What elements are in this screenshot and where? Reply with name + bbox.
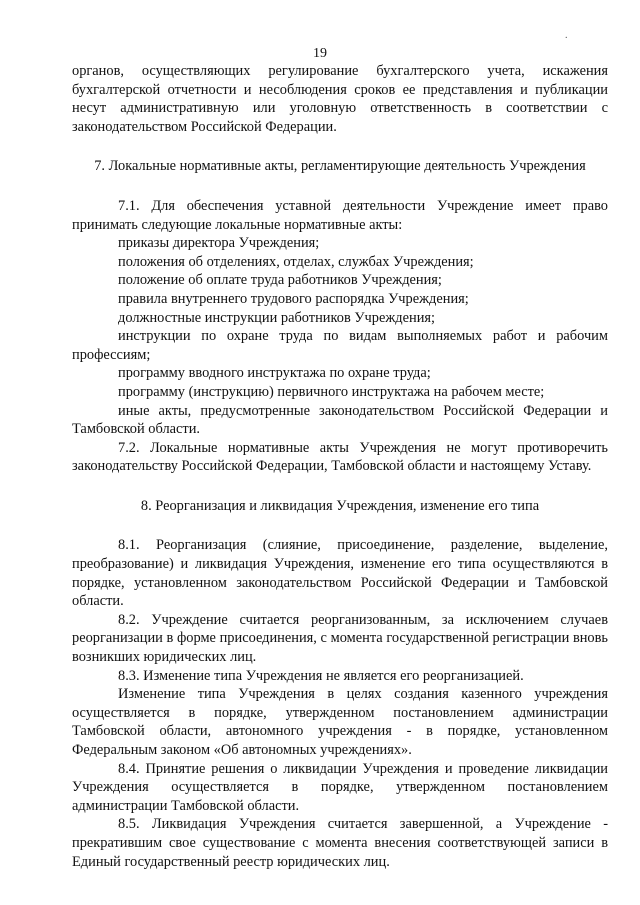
section-8-heading: 8. Реорганизация и ликвидация Учреждения, изменение его типа	[140, 497, 540, 514]
paragraph-7-2: 7.2. Локальные нормативные акты Учреждения не могут противоречить законодательству Российской Федерации, Тамбовской области и настоящему Уставу.	[72, 439, 608, 475]
page-number: 19	[313, 46, 327, 61]
section-7-heading: 7. Локальные нормативные акты, регламентирующие деятельность Учреждения	[94, 158, 586, 175]
list-item: программу вводного инструктажа по охране труда;	[118, 365, 431, 382]
paragraph-8-3: 8.3. Изменение типа Учреждения не является его реорганизацией.	[118, 667, 524, 684]
list-item: положение об оплате труда работников Учреждения;	[118, 272, 442, 289]
paragraph-8-4: 8.4. Принятие решения о ликвидации Учреждения и проведение ликвидации Учреждения осуществляется в порядке, утвержденном постановлением администрации Тамбовской области.	[72, 760, 608, 814]
page-content	[72, 62, 608, 871]
list-item: должностные инструкции работников Учреждения;	[118, 309, 436, 326]
list-item: инструкции по охране труда по видам выполняемых работ и рабочим профессиям;	[72, 328, 608, 363]
list-item: положения об отделениях, отделах, службах Учреждения;	[118, 253, 474, 270]
list-item: программу (инструкцию) первичного инструктажа на рабочем месте;	[118, 383, 545, 400]
paragraph-8-5: 8.5. Ликвидация Учреждения считается завершенной, а Учреждение - прекратившим свое существование с момента внесения соответствующей записи в Единый государственный реестр юридических лиц.	[72, 816, 608, 870]
list-item: приказы директора Учреждения;	[118, 235, 320, 252]
local-acts-list	[72, 234, 608, 439]
intro-paragraph: органов, осуществляющих регулирование бухгалтерского учета, искажения бухгалтерской отчетности и несоблюдения сроков ее представления и публикации несут административную или уголовную ответственность в соответствии с законодательством Российской Федерации.	[72, 63, 608, 135]
list-item: правила внутреннего трудового распорядка Учреждения;	[118, 290, 469, 307]
paragraph-8-1: 8.1. Реорганизация (слияние, присоединение, разделение, выделение, преобразование) и ликвидация Учреждения, изменение его типа осуществляются в порядке, установленном законодательством Российской Федерации и Тамбовской области.	[72, 537, 608, 610]
paragraph-8-2: 8.2. Учреждение считается реорганизованным, за исключением случаев реорганизации в форме присоединения, с момента государственной регистрации вновь возникших юридических лиц.	[72, 611, 608, 666]
list-item: иные акты, предусмотренные законодательством Российской Федерации и Тамбовской области.	[72, 402, 608, 438]
paragraph-7-1: 7.1. Для обеспечения уставной деятельности Учреждение имеет право принимать следующие локальные нормативные акты:	[72, 197, 608, 233]
paragraph-8-3-type-change: Изменение типа Учреждения в целях создания казенного учреждения осуществляется в порядке, утвержденном постановлением администрации Тамбовской области, автономного учреждения - в порядке, установленном Федеральным законом «Об автономных учреждениях».	[72, 686, 608, 758]
corner-mark: .	[565, 30, 568, 41]
